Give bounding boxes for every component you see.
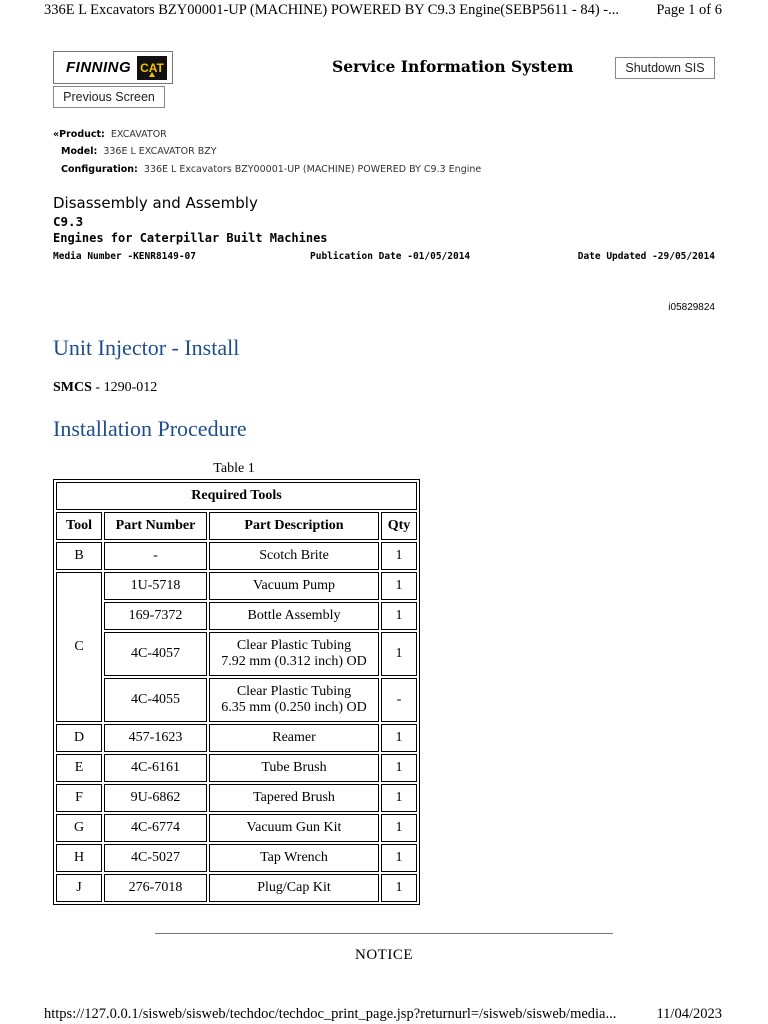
part-description-cell (209, 678, 379, 722)
notice-heading: NOTICE (355, 947, 413, 963)
qty-cell: 1 (381, 844, 417, 872)
qty-cell: 1 (381, 874, 417, 902)
description-line: Clear Plastic Tubing (236, 638, 352, 653)
col-header-qty: Qty (381, 512, 417, 540)
table-caption: Table 1 (213, 461, 255, 476)
table-row (56, 784, 417, 812)
smcs-code (53, 380, 157, 396)
document-id: i05829824 (668, 302, 715, 313)
table-row (56, 754, 417, 782)
media-number: Media Number -KENR8149-07 (53, 251, 196, 262)
table-row (56, 632, 417, 676)
finning-cat-logo (53, 51, 173, 84)
table-row (56, 874, 417, 902)
table-row (56, 814, 417, 842)
configuration-line (61, 164, 481, 175)
page-number: Page 1 of 6 (656, 2, 722, 18)
description-line: Clear Plastic Tubing (236, 684, 352, 699)
section-title: Unit Injector - Install (53, 335, 240, 360)
part-number-cell: 4C-5027 (104, 844, 207, 872)
tool-cell: B (56, 542, 102, 570)
part-description-cell (209, 632, 379, 676)
tool-cell: G (56, 814, 102, 842)
part-number-cell: 457-1623 (104, 724, 207, 752)
part-description-cell: Plug/Cap Kit (209, 874, 379, 902)
print-title: 336E L Excavators BZY00001-UP (MACHINE) POWERED BY C9.3 Engine(SEBP5611 - 84) -... (44, 2, 619, 18)
part-description-cell: Bottle Assembly (209, 602, 379, 630)
tool-cell: C (56, 572, 102, 722)
qty-cell: 1 (381, 724, 417, 752)
previous-screen-button[interactable]: Previous Screen (53, 86, 165, 108)
qty-cell: 1 (381, 572, 417, 600)
product-line (53, 129, 167, 140)
part-description-cell: Vacuum Gun Kit (209, 814, 379, 842)
part-number-cell: 4C-4055 (104, 678, 207, 722)
shutdown-sis-button[interactable]: Shutdown SIS (615, 57, 715, 79)
print-url: https://127.0.0.1/sisweb/sisweb/techdoc/techdoc_print_page.jsp?returnurl=/sisweb/sisweb/media... (44, 1006, 617, 1022)
product-label: Product: (59, 129, 105, 140)
part-description-cell: Reamer (209, 724, 379, 752)
part-number-cell: 4C-6774 (104, 814, 207, 842)
date-updated: Date Updated -29/05/2014 (577, 251, 715, 262)
qty-cell: 1 (381, 632, 417, 676)
qty-cell: 1 (381, 754, 417, 782)
col-header-part-description: Part Description (209, 512, 379, 540)
part-number-cell: 276-7018 (104, 874, 207, 902)
qty-cell: 1 (381, 542, 417, 570)
document-title: Disassembly and Assembly (53, 194, 258, 212)
qty-cell: 1 (381, 814, 417, 842)
model-label: Model: (61, 146, 98, 157)
table-row (56, 572, 417, 600)
document-subtitle: Engines for Caterpillar Built Machines (53, 231, 328, 245)
col-header-tool: Tool (56, 512, 102, 540)
system-title: Service Information System (332, 57, 574, 76)
left-arrow-icon[interactable]: « (53, 129, 60, 140)
required-tools-table (53, 479, 420, 905)
part-description-cell: Scotch Brite (209, 542, 379, 570)
part-number-cell: 1U-5718 (104, 572, 207, 600)
part-number-cell: - (104, 542, 207, 570)
product-value: EXCAVATOR (110, 129, 167, 140)
table-row (56, 542, 417, 570)
qty-cell: 1 (381, 602, 417, 630)
tool-cell: J (56, 874, 102, 902)
publication-date: Publication Date -01/05/2014 (310, 251, 471, 262)
model-line (61, 146, 217, 157)
description-line: 7.92 mm (0.312 inch) OD (221, 654, 367, 669)
qty-cell: 1 (381, 784, 417, 812)
configuration-value: 336E L Excavators BZY00001-UP (MACHINE) POWERED BY C9.3 Engine (143, 164, 482, 175)
print-header (44, 2, 722, 22)
tool-cell: D (56, 724, 102, 752)
table-row (56, 678, 417, 722)
table-row (56, 844, 417, 872)
print-date: 11/04/2023 (656, 1006, 722, 1022)
divider (155, 933, 613, 934)
part-description-cell: Tapered Brush (209, 784, 379, 812)
table-heading: Required Tools (56, 482, 417, 510)
engine-model: C9.3 (53, 214, 84, 229)
model-value: 336E L EXCAVATOR BZY (103, 146, 217, 157)
col-header-part-number: Part Number (104, 512, 207, 540)
procedure-title: Installation Procedure (53, 416, 247, 441)
qty-cell: - (381, 678, 417, 722)
smcs-value: - 1290-012 (91, 380, 158, 395)
table-row (56, 724, 417, 752)
tool-cell: E (56, 754, 102, 782)
part-number-cell: 4C-6161 (104, 754, 207, 782)
part-number-cell: 169-7372 (104, 602, 207, 630)
table-row (56, 602, 417, 630)
description-line: 6.35 mm (0.250 inch) OD (221, 700, 367, 715)
tool-cell: H (56, 844, 102, 872)
part-number-cell: 4C-4057 (104, 632, 207, 676)
tool-cell: F (56, 784, 102, 812)
part-number-cell: 9U-6862 (104, 784, 207, 812)
cat-logo-icon: CAT (137, 56, 167, 80)
part-description-cell: Vacuum Pump (209, 572, 379, 600)
finning-wordmark: FINNING (66, 59, 132, 76)
smcs-label: SMCS (53, 380, 92, 395)
part-description-cell: Tube Brush (209, 754, 379, 782)
configuration-label: Configuration: (61, 164, 138, 175)
part-description-cell: Tap Wrench (209, 844, 379, 872)
